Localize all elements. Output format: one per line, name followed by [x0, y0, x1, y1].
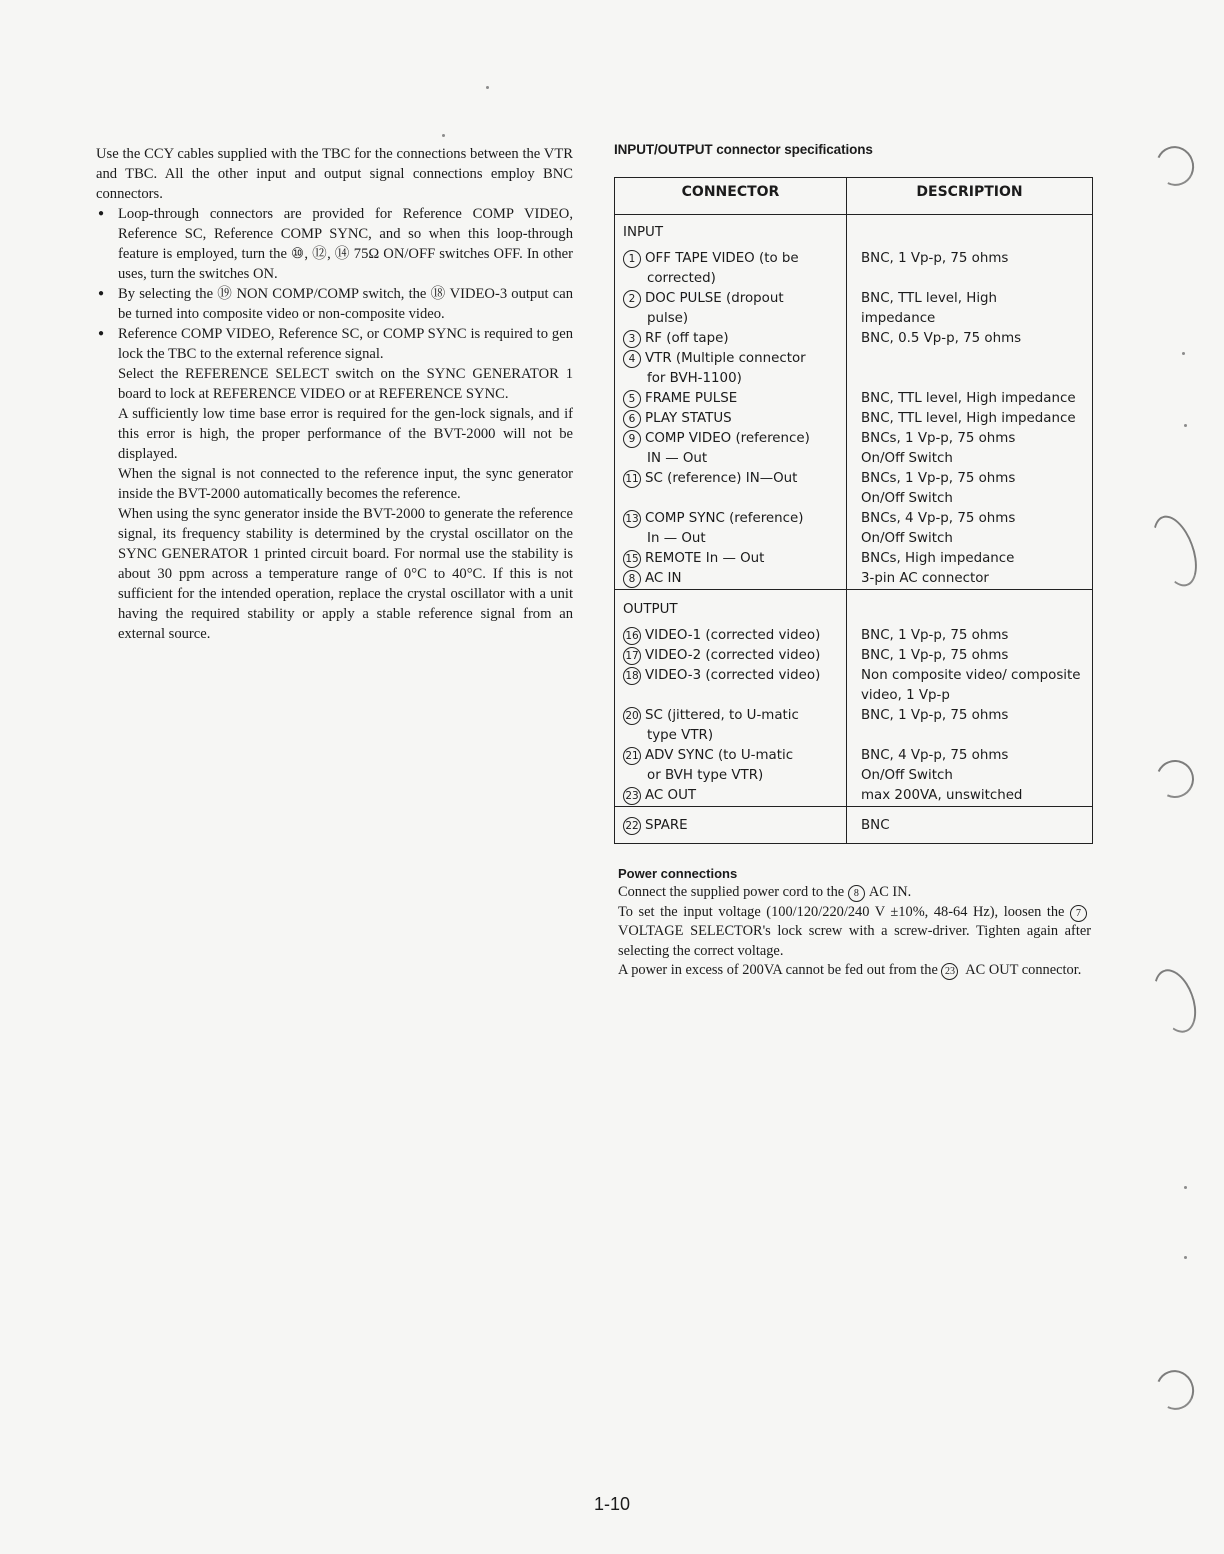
page-number: 1-10	[593, 1494, 631, 1514]
description-text: BNC, 1 Vp-p, 75 ohms	[861, 708, 1009, 723]
connector-name-cont: for BVH-1100)	[647, 371, 742, 386]
callout-number: 8	[623, 570, 641, 588]
description-text: BNC, TTL level, High	[861, 291, 998, 306]
description-text-cont: On/Off Switch	[861, 531, 953, 546]
callout-number: 20	[623, 707, 641, 725]
description-text: BNC, TTL level, High impedance	[861, 391, 1076, 406]
binder-hole-1	[1150, 141, 1199, 192]
description-cell	[847, 389, 1093, 409]
callout-number: 16	[623, 627, 641, 645]
connector-name-cont: type VTR)	[647, 728, 714, 743]
description-cell	[847, 626, 1093, 646]
header-connector: CONNECTOR	[615, 178, 847, 215]
connector-cell	[615, 549, 847, 569]
connector-cell	[615, 429, 847, 469]
description-text-cont: On/Off Switch	[861, 491, 953, 506]
callout-number: 21	[623, 747, 641, 765]
connector-name-cont: IN — Out	[647, 451, 708, 466]
binder-hole-6	[1150, 1365, 1199, 1416]
scan-speck	[1182, 352, 1185, 355]
connector-cell	[615, 409, 847, 429]
description-text: BNC, 1 Vp-p, 75 ohms	[861, 648, 1009, 663]
connector-name: SC (jittered, to U-matic	[645, 708, 799, 723]
description-cell	[847, 469, 1093, 509]
connector-cell	[615, 389, 847, 409]
callout-number: 7	[1070, 905, 1087, 922]
description-text: BNCs, 1 Vp-p, 75 ohms	[861, 471, 1016, 486]
callout-number: 18	[623, 667, 641, 685]
description-text: BNC, 1 Vp-p, 75 ohms	[861, 628, 1009, 643]
table-row	[615, 706, 1093, 746]
table-row	[615, 569, 1093, 590]
connector-name: VTR (Multiple connector	[645, 351, 806, 366]
callout-number: 23	[623, 787, 641, 805]
callout-number: 23	[941, 963, 958, 980]
description-text-cont: On/Off Switch	[861, 451, 953, 466]
description-cell	[847, 429, 1093, 469]
connector-name: REMOTE In — Out	[645, 551, 765, 566]
connector-cell	[615, 329, 847, 349]
description-cell	[847, 746, 1093, 786]
table-row	[615, 469, 1093, 509]
output-section	[615, 590, 1093, 627]
description-text-cont: On/Off Switch	[861, 768, 953, 783]
note-reference-select: Select the REFERENCE SELECT switch on the SYNC GENERATOR 1 board to lock at REFERENCE VIDEO or at REFERENCE SYNC.	[118, 366, 573, 402]
power-heading: Power connections	[618, 866, 738, 881]
callout-number: 2	[623, 290, 641, 308]
table-row	[615, 409, 1093, 429]
connector-cell	[615, 249, 847, 289]
description-text: max 200VA, unswitched	[861, 788, 1023, 803]
note-loop-through: ● Loop-through connectors are provided for Reference COMP VIDEO, Reference SC, Reference COMP SYNC, and so when this loop-through feature is employed, turn the ⑩, ⑫, ⑭ 75Ω ON/OFF switches OFF. In other uses, turn the switches ON.	[96, 204, 573, 284]
connector-name: ADV SYNC (to U-matic	[645, 748, 794, 763]
connector-name: VIDEO-1 (corrected video)	[645, 628, 821, 643]
description-text: 3-pin AC connector	[861, 571, 989, 586]
connector-cell	[615, 626, 847, 646]
connector-cell	[615, 666, 847, 706]
table-row	[615, 549, 1093, 569]
table-header-row	[615, 178, 1093, 215]
output-rows	[615, 626, 1093, 807]
connector-name: COMP VIDEO (reference)	[645, 431, 810, 446]
binder-hole-3	[1151, 755, 1200, 804]
connector-name: DOC PULSE (dropout	[645, 291, 784, 306]
connector-cell	[615, 349, 847, 389]
description-cell	[847, 329, 1093, 349]
description-cell	[847, 569, 1093, 590]
connector-name-cont: In — Out	[647, 531, 706, 546]
description-cell	[847, 706, 1093, 746]
table-caption: INPUT/OUTPUT connector specifications	[614, 142, 873, 157]
connector-name: OFF TAPE VIDEO (to be	[645, 251, 799, 266]
description-cell	[847, 409, 1093, 429]
input-label: INPUT	[615, 215, 847, 250]
connector-name-cont: corrected)	[647, 271, 716, 286]
intro-paragraph: Use the CCY cables supplied with the TBC for the connections between the VTR and TBC. All the other input and output signal connections employ BNC connectors.	[96, 146, 573, 202]
binder-hole-2	[1144, 510, 1205, 593]
scan-speck	[442, 134, 445, 137]
connector-name: FRAME PULSE	[645, 391, 738, 406]
power-connections	[614, 866, 1091, 981]
note-time-base-error: A sufficiently low time base error is required for the gen-lock signals, and if this error is high, the proper performance of the BVT-2000 will not be displayed.	[118, 406, 573, 462]
description-text: BNC, TTL level, High impedance	[861, 411, 1076, 426]
connector-cell	[615, 807, 847, 844]
connector-name: VIDEO-3 (corrected video)	[645, 668, 821, 683]
connector-cell	[615, 706, 847, 746]
connector-name-cont: or BVH type VTR)	[647, 768, 764, 783]
connector-name: RF (off tape)	[645, 331, 729, 346]
connector-cell	[615, 289, 847, 329]
description-cell	[847, 289, 1093, 329]
power-para-2: To set the input voltage (100/120/220/240 V ±10%, 48-64 Hz), loosen the 7 VOLTAGE SELECTOR's lock screw with a screw-driver. Tighten again after selecting the correct voltage.	[618, 903, 1091, 959]
description-cell	[847, 249, 1093, 289]
description-cell	[847, 666, 1093, 706]
callout-number: 22	[623, 817, 641, 835]
connector-name: AC IN	[645, 571, 682, 586]
callout-number: 17	[623, 647, 641, 665]
table-row	[615, 509, 1093, 549]
connector-name: SC (reference) IN—Out	[645, 471, 798, 486]
connector-name-cont: pulse)	[647, 311, 689, 326]
input-section	[615, 215, 1093, 250]
description-text: BNCs, High impedance	[861, 551, 1015, 566]
description-cell: BNC	[847, 807, 1093, 844]
description-text: Non composite video/ composite	[861, 668, 1081, 683]
table-row	[615, 349, 1093, 389]
description-text-cont: impedance	[861, 311, 936, 326]
callout-number: 5	[623, 390, 641, 408]
description-text-cont: video, 1 Vp-p	[861, 688, 950, 703]
connector-name: AC OUT	[645, 788, 697, 803]
scan-speck	[1184, 424, 1187, 427]
table-row	[615, 666, 1093, 706]
description-cell	[847, 549, 1093, 569]
right-column	[614, 142, 1094, 981]
table-row	[615, 646, 1093, 666]
scan-speck	[1184, 1186, 1187, 1189]
table-row	[615, 289, 1093, 329]
description-text: BNC, 1 Vp-p, 75 ohms	[861, 251, 1009, 266]
spare-section	[615, 807, 1093, 844]
table-row	[615, 746, 1093, 786]
connector-name: VIDEO-2 (corrected video)	[645, 648, 821, 663]
header-description: DESCRIPTION	[847, 178, 1093, 215]
table-row	[615, 626, 1093, 646]
description-cell	[847, 349, 1093, 389]
connector-spec-table	[614, 177, 1093, 844]
connector-name: SPARE	[645, 818, 688, 833]
scan-speck	[1184, 1256, 1187, 1259]
connector-name: COMP SYNC (reference)	[645, 511, 804, 526]
table-row	[615, 807, 1093, 844]
note-genlock	[96, 324, 573, 364]
callout-number: 11	[623, 470, 641, 488]
description-text: BNCs, 4 Vp-p, 75 ohms	[861, 511, 1016, 526]
callout-number: 9	[623, 430, 641, 448]
callout-number: 8	[848, 885, 865, 902]
connector-cell	[615, 509, 847, 549]
table-row	[615, 389, 1093, 409]
note-genlock-text: Reference COMP VIDEO, Reference SC, or COMP SYNC is required to gen lock the TBC to the external reference signal.	[118, 326, 573, 362]
left-column	[96, 144, 573, 644]
table-row	[615, 786, 1093, 807]
callout-number: 1	[623, 250, 641, 268]
table-row	[615, 429, 1093, 469]
table-row	[615, 249, 1093, 289]
callout-number: 3	[623, 330, 641, 348]
description-cell	[847, 646, 1093, 666]
output-label: OUTPUT	[615, 590, 847, 627]
description-cell	[847, 509, 1093, 549]
binder-hole-4	[1146, 963, 1204, 1038]
connector-cell	[615, 646, 847, 666]
input-rows	[615, 249, 1093, 590]
connector-cell	[615, 786, 847, 807]
note-internal-reference: When the signal is not connected to the reference input, the sync generator inside the BVT-2000 automatically becomes the reference.	[118, 466, 573, 502]
scan-speck	[486, 86, 489, 89]
table-row	[615, 329, 1093, 349]
description-text: BNCs, 1 Vp-p, 75 ohms	[861, 431, 1016, 446]
connector-cell	[615, 569, 847, 590]
note-crystal-stability: When using the sync generator inside the BVT-2000 to generate the reference signal, its frequency stability is determined by the crystal oscillator on the SYNC GENERATOR 1 printed circuit board. For normal use the stability is about 30 ppm across a temperature range of 0°C to 40°C. If this is not sufficient for the intended operation, replace the crystal oscillator with a unit having the required stability or apply a stable reference signal from an external source.	[118, 506, 573, 642]
description-cell	[847, 786, 1093, 807]
connector-name: PLAY STATUS	[645, 411, 732, 426]
description-text: BNC, 0.5 Vp-p, 75 ohms	[861, 331, 1022, 346]
connector-cell	[615, 469, 847, 509]
power-para-1: Connect the supplied power cord to the 8 AC IN.	[618, 884, 912, 900]
callout-number: 6	[623, 410, 641, 428]
notes-list	[96, 204, 573, 364]
power-para-3: A power in excess of 200VA cannot be fed out from the 23 AC OUT connector.	[618, 962, 1082, 978]
note-video3-switch: ● By selecting the ⑲ NON COMP/COMP switch, the ⑱ VIDEO-3 output can be turned into composite video or non-composite video.	[96, 284, 573, 324]
description-text: BNC, 4 Vp-p, 75 ohms	[861, 748, 1009, 763]
callout-number: 4	[623, 350, 641, 368]
callout-number: 13	[623, 510, 641, 528]
callout-number: 15	[623, 550, 641, 568]
connector-cell	[615, 746, 847, 786]
